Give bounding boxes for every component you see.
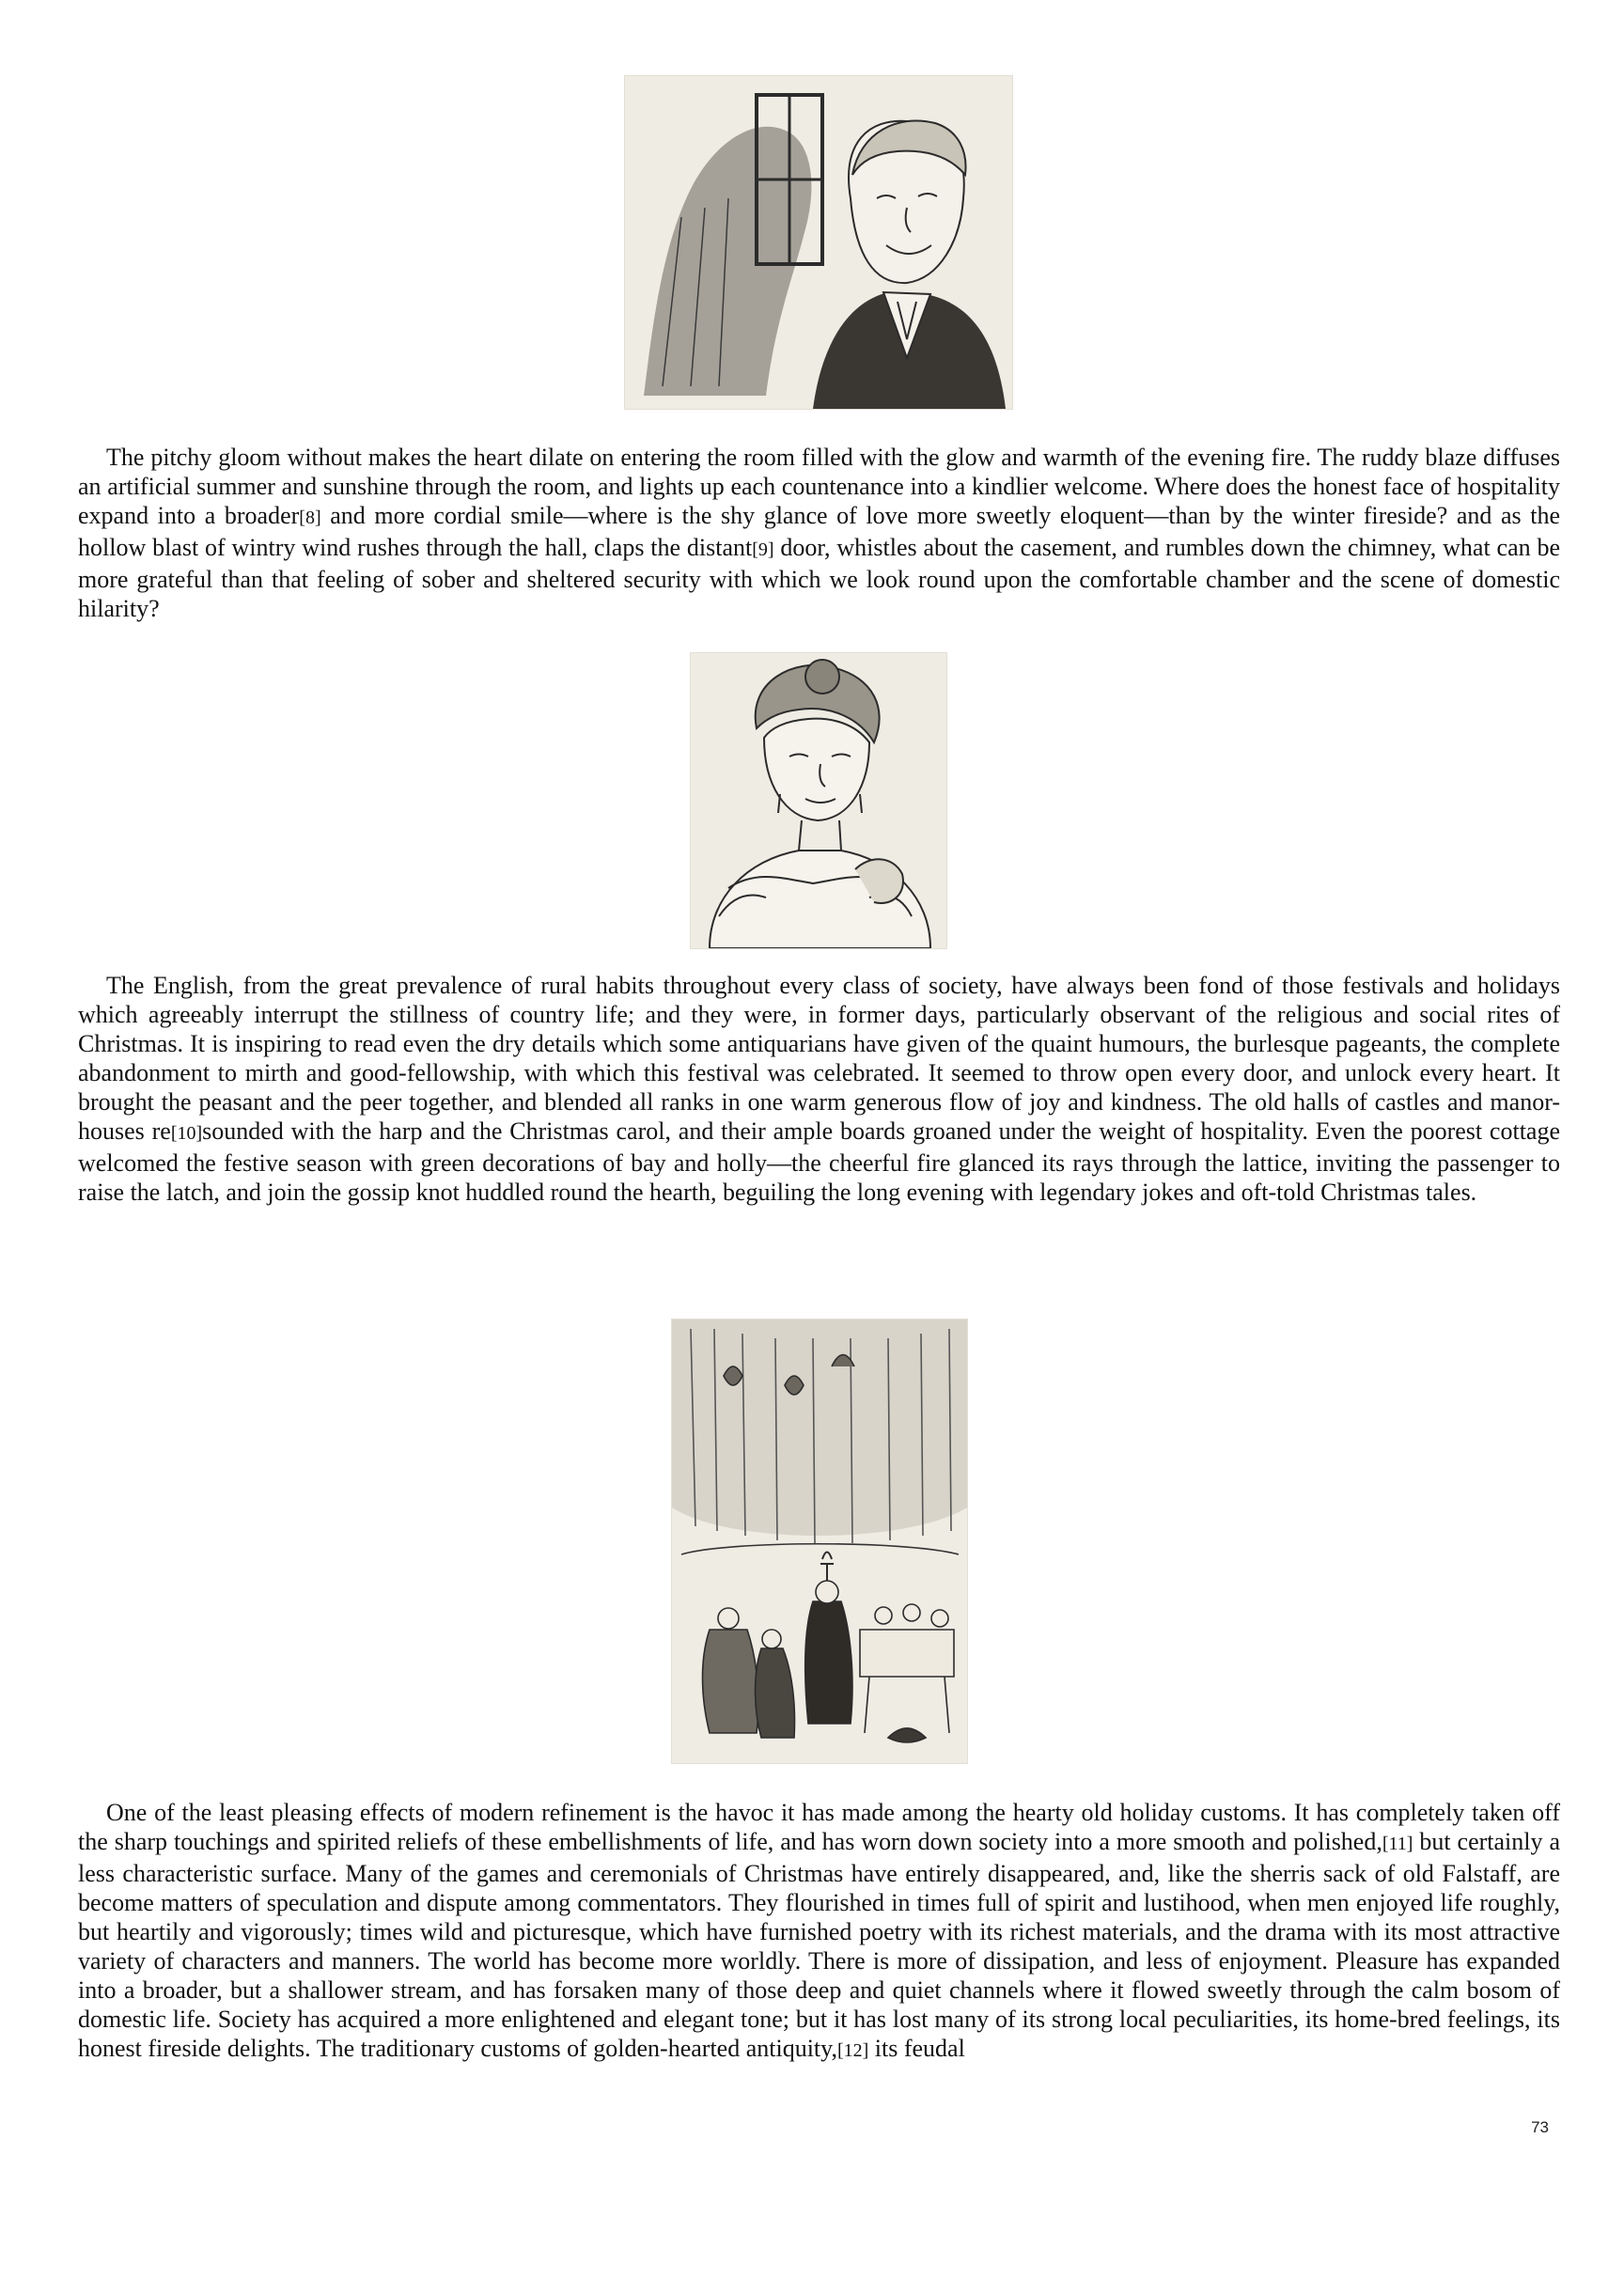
paragraph-3-text-b: but certainly a less characteristic surface. Many of the games and ceremonials of Christmas have entirely disappeared, and, like the sherris sack of old Falstaff, are become matters of speculation and dispute among commentators. They flourished in times full of spirit and lustihood, when men enjoyed life roughly, but heartily and vigorously; times wild and picturesque, which have furnished poetry with its richest materials, and the drama with its most attractive variety of characters and manners. The world has become more worldly. There is more of dissipation, and less of enjoyment. Pleasure has expanded into a broader, but a shallower stream, and has forsaken many of those deep and quiet channels where it flowed sweetly through the calm bosom of domestic life. Society has acquired a more enlightened and elegant tone; but it has lost many of its strong local peculiarities, its home-bred feelings, its honest fireside delights. The traditionary customs of golden-hearted antiquity, — [78, 1828, 1560, 2062]
footnote-ref-8[interactable]: [8] — [299, 507, 321, 528]
footnote-ref-12[interactable]: [12] — [836, 2040, 869, 2061]
footnote-ref-10[interactable]: [10] — [170, 1123, 203, 1144]
paragraph-3-text-c: its feudal — [868, 2035, 965, 2062]
paragraph-1 — [78, 443, 1560, 623]
paragraph-1-text-b: and more cordial smile—where is the shy glance of love more sweetly eloquent—than by the winter fireside? and as the hollow blast of wintry wind rushes through the hall, claps the distant — [78, 502, 1561, 561]
paragraph-3 — [78, 1798, 1560, 2066]
christmas-hall-feast-illustration — [671, 1319, 968, 1764]
paragraph-2-text-b: sounded with the harp and the Christmas carol, and their ample boards groaned under the weight of hospitality. Even the poorest cottage welcomed the festive season with green decorations of bay and holly—the cheerful fire glanced its rays through the lattice, inviting the passenger to raise the latch, and join the gossip knot huddled round the hearth, beguiling the long evening with legendary jokes and oft-told Christmas tales. — [78, 1117, 1561, 1206]
christmas-hall-feast-drawing — [672, 1319, 967, 1763]
smiling-gentleman-illustration — [624, 75, 1013, 410]
young-lady-drawing — [691, 653, 946, 948]
page-number: 73 — [1531, 2118, 1549, 2136]
paragraph-2 — [78, 971, 1560, 1207]
smiling-gentleman-drawing — [625, 76, 1012, 409]
paragraph-1-text-c: door, whistles about the casement, and rumbles down the chimney, what can be more grateful than that feeling of sober and sheltered security with which we look round upon the comfortable chamber and the scene of domestic hilarity? — [78, 534, 1561, 622]
young-lady-illustration — [690, 652, 947, 949]
paragraph-2-text-a: The English, from the great prevalence of rural habits throughout every class of society, have always been fond of those festivals and holidays which agreeably interrupt the stillness of country life; and they were, in former days, particularly observant of the religious and social rites of Christmas. It is inspiring to read even the dry details which some antiquarians have given of the quaint humours, the burlesque pageants, the complete abandonment to mirth and good-fellowship, with which this festival was celebrated. It seemed to throw open every door, and unlock every heart. It brought the peasant and the peer together, and blended all ranks in one warm generous flow of joy and kindness. The old halls of castles and manor-houses re — [78, 972, 1560, 1145]
paragraph-3-text-a: One of the least pleasing effects of modern refinement is the havoc it has made among the hearty old holiday customs. It has completely taken off the sharp touchings and spirited reliefs of these embellishments of life, and has worn down society into a more smooth and polished, — [78, 1799, 1560, 1855]
footnote-ref-11[interactable]: [11] — [1382, 1834, 1413, 1854]
paragraph-1-text-a: The pitchy gloom without makes the heart dilate on entering the room filled with the glow and warmth of the evening fire. The ruddy blaze diffuses an artificial summer and sunshine through the room, and lights up each countenance into a kindlier welcome. Where does the honest face of hospitality expand into a broader — [78, 444, 1560, 529]
footnote-ref-9[interactable]: [9] — [752, 539, 774, 560]
